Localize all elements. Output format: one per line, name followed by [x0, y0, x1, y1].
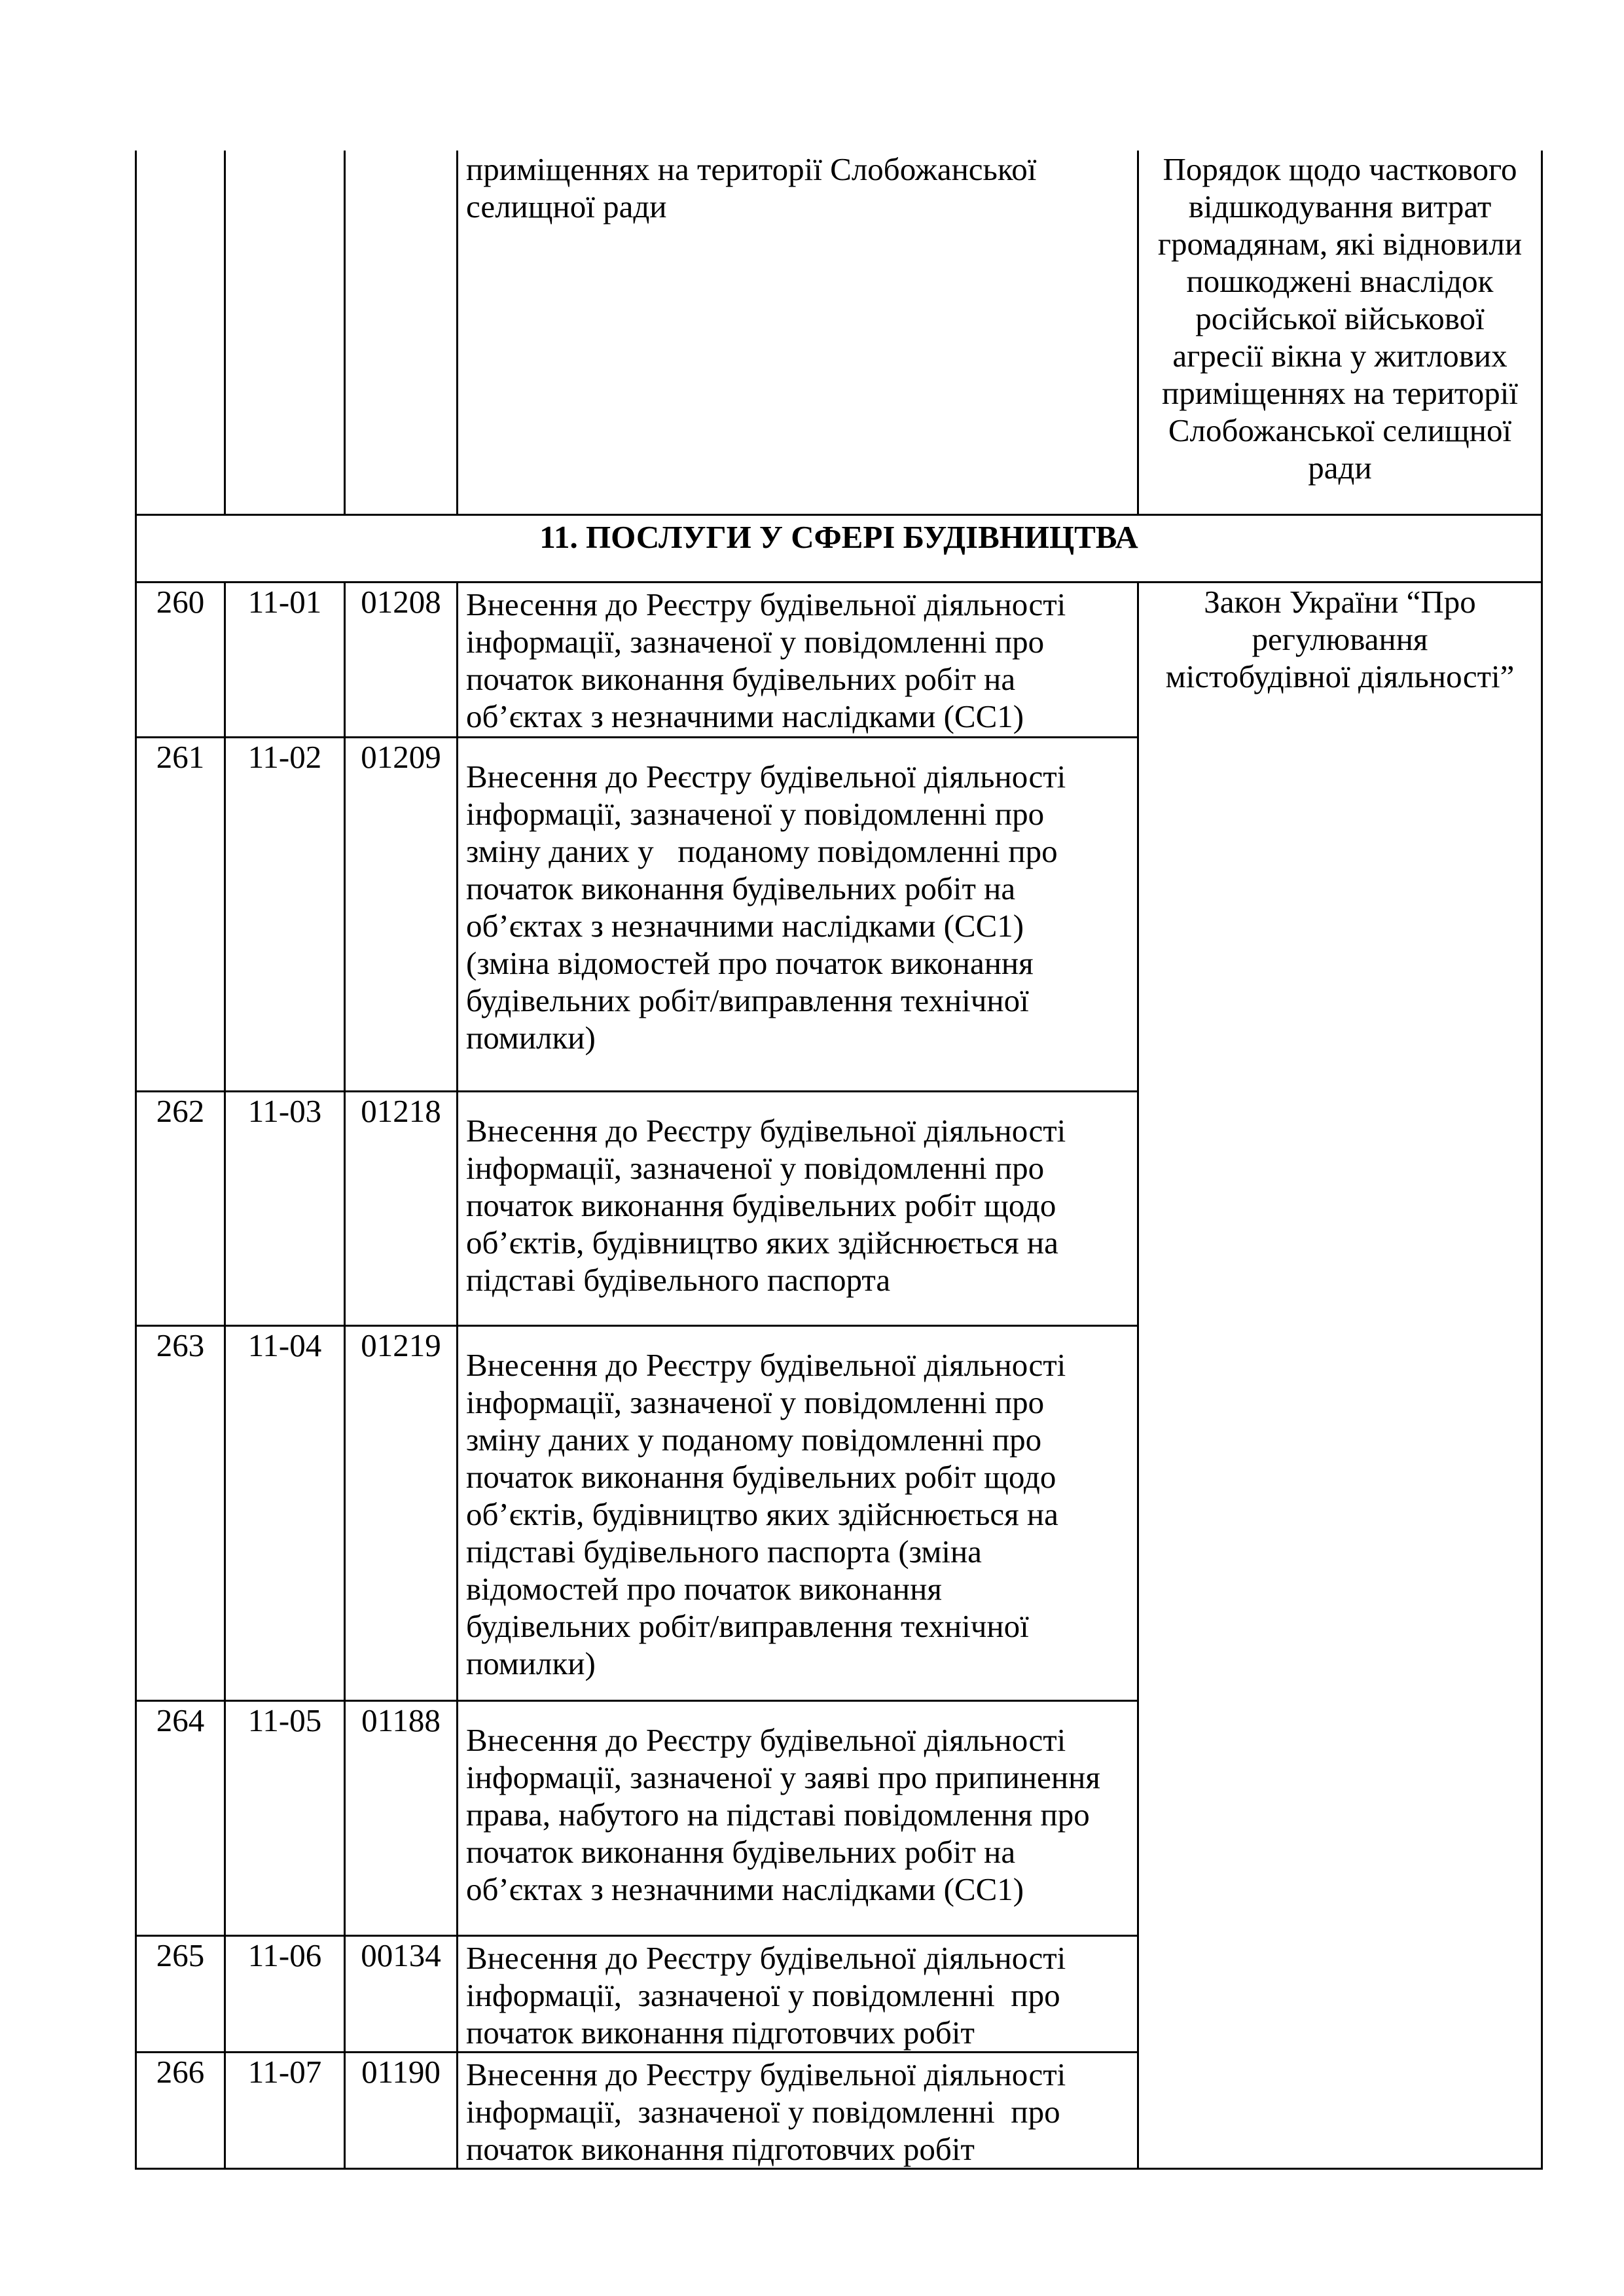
- row-code: 11-07: [225, 2053, 345, 2169]
- description-line: будівельних робіт/виправлення технічної: [466, 1608, 1029, 1644]
- description-line: будівельних робіт/виправлення технічної: [466, 982, 1029, 1018]
- legal-basis-line: агресії вікна у житлових: [1172, 338, 1507, 374]
- row-description: [458, 1701, 1138, 1936]
- cell-description: [458, 151, 1138, 515]
- description-line: Внесення до Реєстру будівельної діяльності: [466, 1722, 1066, 1758]
- row-description: [458, 1092, 1138, 1326]
- description-line: помилки): [466, 1020, 596, 1056]
- description-line: початок виконання будівельних робіт на: [466, 1834, 1016, 1870]
- legal-basis-line: пошкоджені внаслідок: [1186, 263, 1494, 299]
- description-line: Внесення до Реєстру будівельної діяльності: [466, 2056, 1066, 2092]
- row-service-id: 01209: [345, 738, 458, 1092]
- description-line: (зміна відомостей про початок виконання: [466, 945, 1034, 981]
- cell-service-id: [345, 151, 458, 515]
- description-line: інформації, зазначеної у повідомленні про: [466, 1977, 1060, 2013]
- row-service-id: 01188: [345, 1701, 458, 1936]
- row-description: [458, 738, 1138, 1092]
- cell-code: [225, 151, 345, 515]
- legal-basis-line: Закон України “Про: [1204, 584, 1476, 620]
- description-line: об’єктах з незначними наслідками (СС1): [466, 908, 1024, 944]
- description-line: Внесення до Реєстру будівельної діяльності: [466, 759, 1066, 795]
- description-line: підставі будівельного паспорта (зміна: [466, 1534, 982, 1570]
- description-line: зміну даних у поданому повідомленні про: [466, 1422, 1042, 1458]
- description-line: інформації, зазначеної у повідомленні про: [466, 2094, 1060, 2130]
- legal-basis-line: регулювання: [1252, 621, 1428, 657]
- shared-legal-basis: [1138, 583, 1542, 2169]
- legal-basis-line: ради: [1308, 450, 1372, 486]
- row-description: [458, 2053, 1138, 2169]
- description-line: приміщеннях на території Слобожанської: [466, 151, 1037, 187]
- row-number: 266: [136, 2053, 225, 2169]
- description-line: інформації, зазначеної у повідомленні про: [466, 1150, 1045, 1186]
- row-code: 11-05: [225, 1701, 345, 1936]
- legal-basis-line: Порядок щодо часткового: [1163, 151, 1517, 187]
- row-service-id: 01190: [345, 2053, 458, 2169]
- row-code: 11-02: [225, 738, 345, 1092]
- row-number: 261: [136, 738, 225, 1092]
- legal-basis-line: містобудівної діяльності”: [1165, 658, 1515, 694]
- row-number: 262: [136, 1092, 225, 1326]
- description-line: інформації, зазначеної у повідомленні про: [466, 1384, 1045, 1420]
- row-service-id: 01219: [345, 1326, 458, 1701]
- services-table: [135, 151, 1543, 2170]
- description-line: відомостей про початок виконання: [466, 1571, 942, 1607]
- description-line: початок виконання будівельних робіт на: [466, 870, 1016, 906]
- description-line: Внесення до Реєстру будівельної діяльності: [466, 1940, 1066, 1976]
- row-code: 11-03: [225, 1092, 345, 1326]
- description-line: об’єктах з незначними наслідками (СС1): [466, 698, 1024, 734]
- row-description: [458, 1326, 1138, 1701]
- description-line: права, набутого на підставі повідомлення про: [466, 1797, 1090, 1833]
- row-number: 265: [136, 1936, 225, 2053]
- description-line: помилки): [466, 1645, 596, 1681]
- legal-basis-line: приміщеннях на території: [1162, 375, 1518, 411]
- description-line: об’єктах з незначними наслідками (СС1): [466, 1871, 1024, 1907]
- row-number: 260: [136, 583, 225, 738]
- row-description: [458, 1936, 1138, 2053]
- row-description: [458, 583, 1138, 738]
- section-title: 11. ПОСЛУГИ У СФЕРІ БУДІВНИЦТВА: [136, 515, 1542, 583]
- legal-basis-line: Слобожанської селищної: [1168, 412, 1512, 448]
- description-line: зміну даних у поданому повідомленні про: [466, 833, 1058, 869]
- row-code: 11-04: [225, 1326, 345, 1701]
- table-row: [136, 583, 1542, 738]
- row-number: 263: [136, 1326, 225, 1701]
- description-line: підставі будівельного паспорта: [466, 1262, 891, 1298]
- description-line: селищної ради: [466, 188, 667, 224]
- description-line: об’єктів, будівництво яких здійснюється на: [466, 1225, 1058, 1261]
- row-number: 264: [136, 1701, 225, 1936]
- description-line: початок виконання підготовчих робіт: [466, 2131, 975, 2167]
- description-line: Внесення до Реєстру будівельної діяльності: [466, 1347, 1066, 1383]
- table-row-continued: [136, 151, 1542, 515]
- description-line: початок виконання будівельних робіт щодо: [466, 1459, 1056, 1495]
- description-line: Внесення до Реєстру будівельної діяльності: [466, 1113, 1066, 1149]
- description-line: початок виконання підготовчих робіт: [466, 2015, 975, 2051]
- section-header-row: [136, 515, 1542, 583]
- description-line: інформації, зазначеної у заяві про припинення: [466, 1759, 1100, 1795]
- description-line: інформації, зазначеної у повідомленні про: [466, 624, 1045, 660]
- description-line: Внесення до Реєстру будівельної діяльності: [466, 586, 1066, 622]
- description-line: інформації, зазначеної у повідомленні про: [466, 796, 1045, 832]
- legal-basis-line: громадянам, які відновили: [1157, 226, 1523, 262]
- legal-basis-line: відшкодування витрат: [1188, 188, 1492, 224]
- row-code: 11-01: [225, 583, 345, 738]
- description-line: початок виконання будівельних робіт щодо: [466, 1187, 1056, 1223]
- description-line: об’єктів, будівництво яких здійснюється на: [466, 1496, 1058, 1532]
- cell-number: [136, 151, 225, 515]
- row-service-id: 01208: [345, 583, 458, 738]
- row-service-id: 00134: [345, 1936, 458, 2053]
- cell-legal-basis: [1138, 151, 1542, 515]
- row-code: 11-06: [225, 1936, 345, 2053]
- description-line: початок виконання будівельних робіт на: [466, 661, 1016, 697]
- legal-basis-line: російської військової: [1195, 300, 1485, 336]
- row-service-id: 01218: [345, 1092, 458, 1326]
